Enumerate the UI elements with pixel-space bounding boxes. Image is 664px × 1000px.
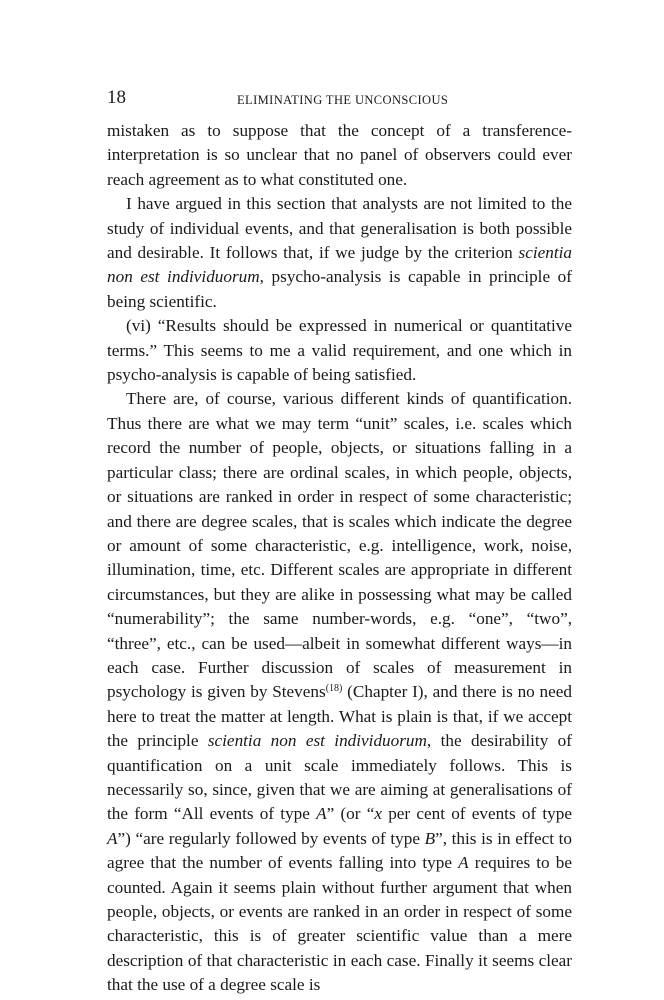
text-run: There are, of course, various different kinds of quantification. Thus there are what we may term “unit” scales, i.e. scales which record the number of people, objects, or situations falling in a particular class; there are ordinal scales, in which people, objects, or situations are ranked in order in respect of some characteristic; and there are degree scales, that is scales which indicate the degree or amount of some characteristic, e.g. intelligence, work, noise, illumination, time, etc. Different scales are appropriate in different circumstances, but they are alike in possessing what may be called “numerability”; the same number-words, e.g. “one”, “two”, “three”, etc., can be used—albeit in somewhat different ways—in each case. Further discussion of scales of measurement in psychology is given by Stevens (107, 389, 572, 702)
text-run: mistaken as to suppose that the concept of a transference-interpretation is so unclear that no panel of observers could ever reach agreement as to what constituted one. (107, 121, 572, 189)
body-paragraph (107, 314, 572, 387)
italic-text: scientia non est individuorum (107, 243, 572, 287)
text-run: , the desirability of quantification on a unit scale immediately follows. This is necessarily so, since, given that we are aiming at generalisations of the form “All events of type (107, 731, 572, 824)
text-run: ”) “are regularly followed by events of type (117, 828, 425, 848)
body-paragraph (107, 119, 572, 192)
page-number: 18 (107, 87, 126, 108)
running-head (107, 86, 572, 110)
italic-text: B (424, 828, 436, 848)
book-page (107, 86, 572, 998)
italic-text: A (316, 804, 327, 824)
italic-text: scientia non est individuorum (207, 731, 427, 751)
body-paragraph (107, 192, 572, 314)
body-paragraph (107, 387, 572, 997)
body-text (107, 119, 572, 998)
text-run: I have argued in this section that analysts are not limited to the study of individual events, and that generalisation is both possible and desirable. It follows that, if we judge by the criterion (107, 194, 572, 263)
text-run: , psycho-analysis is capable in principle of being scientific. (107, 267, 572, 311)
text-run: (Chapter I), and there is no need here to treat the matter at length. What is plain is that, if we accept the principle (107, 682, 573, 751)
text-run: (vi) “Results should be expressed in numerical or quantitative terms.” This seems to me a valid requirement, and one which in psycho-analysis is capable of being satisfied. (107, 316, 572, 385)
italic-text: x (374, 804, 382, 824)
italic-text: A (458, 853, 469, 873)
text-run: per cent of events of type (381, 804, 572, 824)
italic-text: A (107, 828, 118, 848)
text-run: requires to be counted. Again it seems plain without further argument that when people, objects, or events are ranked in an order in respect of some characteristic, this is of greater scientific value than a mere description of that characteristic in each case. Finally it seems clear that the use of a degree scale is (107, 853, 572, 995)
text-run: ”, this is in effect to agree that the number of events falling into type (107, 828, 572, 873)
reference-superscript: (18) (325, 683, 343, 695)
running-title: ELIMINATING THE UNCONSCIOUS (237, 93, 449, 107)
text-run: ” (or “ (326, 804, 375, 824)
